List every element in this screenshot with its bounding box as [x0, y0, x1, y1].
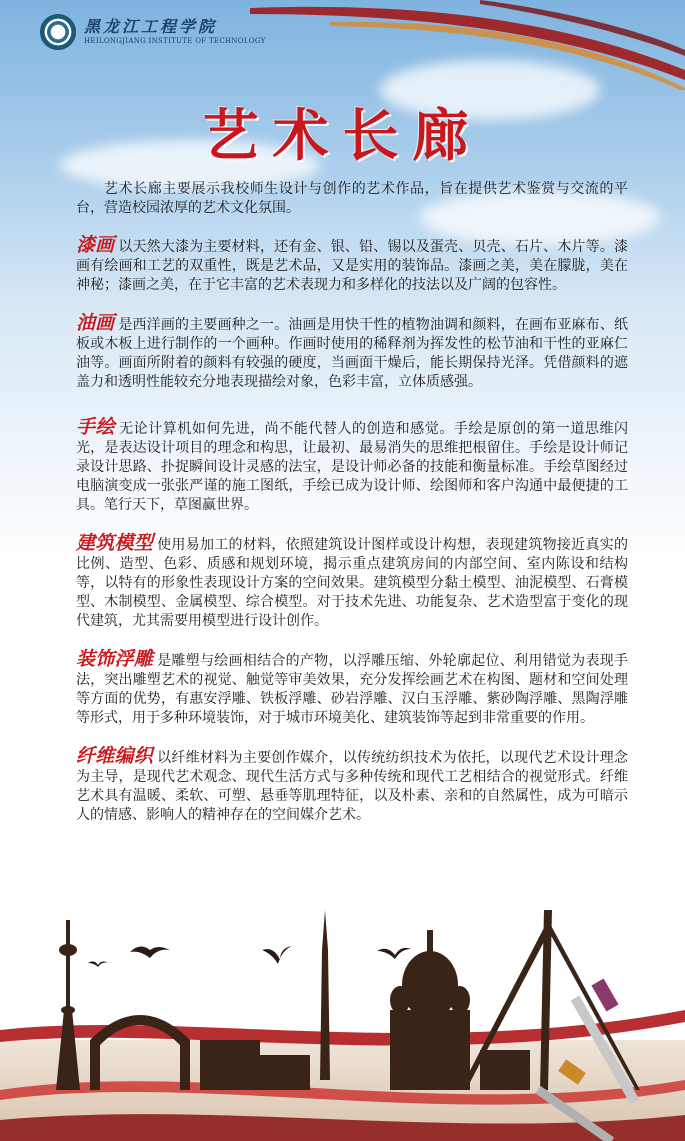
school-name-block [84, 19, 266, 45]
school-header [40, 12, 266, 52]
city-skyline-silhouette [0, 890, 685, 1141]
section-text: 以纤维材料为主要创作媒介，以传统纺织技术为依托，以现代艺术设计理念为主导，是现代艺术观念、现代生活方式与多种传统和现代工艺相结合的视觉形式。纤维艺术具有温暖、柔软、可塑、悬垂等肌理特征，以及朴素、亲和的自然属性，成为可暗示人的情感、影响人的精神存在的空间媒介艺术。 [76, 750, 628, 823]
section-oil [76, 314, 628, 392]
section-architectural-model [76, 534, 628, 631]
section-handdrawing [76, 418, 628, 515]
intro-paragraph: 艺术长廊主要展示我校师生设计与创作的艺术作品，旨在提供艺术鉴赏与交流的平台，营造校园浓厚的艺术文化氛围。 [76, 181, 628, 216]
section-relief [76, 650, 628, 728]
school-name-en: HEILONGJIANG INSTITUTE OF TECHNOLOGY [84, 37, 266, 45]
section-fiber-weaving [76, 747, 628, 825]
section-heading: 手绘 [76, 416, 116, 438]
section-heading: 纤维编织 [76, 745, 154, 767]
section-text: 以天然大漆为主要材料，还有金、银、铅、锡以及蛋壳、贝壳、石片、木片等。漆画有绘画和工艺的双重性，既是艺术品，又是实用的装饰品。漆画之美，美在朦胧，美在神秘；漆画之美，在于它丰富的艺术表现力和多样化的技法以及广阔的包容性。 [76, 239, 628, 293]
content-body [76, 180, 628, 844]
section-lacquer [76, 236, 628, 295]
school-name-cn: 黑龙江工程学院 [84, 17, 218, 36]
section-text: 是雕塑与绘画相结合的产物，以浮雕压缩、外轮廓起位、利用错觉为表现手法，突出雕塑艺术的视觉、触觉等审美效果，充分发挥绘画艺术在构图、题材和空间处理等方面的优势，有惠安浮雕、铁板浮雕、砂岩浮雕、汉白玉浮雕、紫砂陶浮雕、黑陶浮雕等形式，用于多种环境装饰，对于城市环境美化、建筑装饰等起到非常重要的作用。 [76, 653, 628, 726]
section-text: 无论计算机如何先进，尚不能代替人的创造和感觉。手绘是原创的第一道思维闪光，是表达设计项目的理念和构思，让最初、最易消失的思维把根留住。手绘是设计师记录设计思路、扑捉瞬间设计灵感的法宝，是设计师必备的技能和衡量标准。手绘草图经过电脑演变成一张张严谨的施工图纸，手绘已成为设计师、绘图师和客户沟通中最便捷的工具。笔行天下，草图赢世界。 [76, 421, 628, 513]
school-emblem-icon [40, 14, 76, 50]
section-text: 是西洋画的主要画种之一。油画是用快干性的植物油调和颜料，在画布亚麻布、纸板或木板上进行制作的一个画种。作画时使用的稀释剂为挥发性的松节油和干性的亚麻仁油等。画面所附着的颜料有较强的硬度，当画面干燥后，能长期保持光泽。凭借颜料的遮盖力和透明性能较充分地表现描绘对象，色彩丰富，立体质感强。 [76, 317, 628, 390]
section-heading: 油画 [76, 312, 115, 334]
section-heading: 装饰浮雕 [76, 648, 154, 670]
section-heading: 建筑模型 [76, 532, 154, 554]
section-text: 使用易加工的材料，依照建筑设计图样或设计构想，表现建筑物接近真实的比例、造型、色彩、质感和规划环境，揭示重点建筑房间的内部空间、室内陈设和结构等，以特有的形象性表现设计方案的空间效果。建筑模型分黏土模型、油泥模型、石膏模型、木制模型、金属模型、综合模型。对于技术先进、功能复杂、艺术造型富于变化的现代建筑，尤其需要用模型进行设计创作。 [76, 537, 628, 629]
page-title: 艺术长廊 [202, 103, 483, 169]
bird-icon [88, 946, 411, 967]
section-heading: 漆画 [76, 234, 115, 256]
